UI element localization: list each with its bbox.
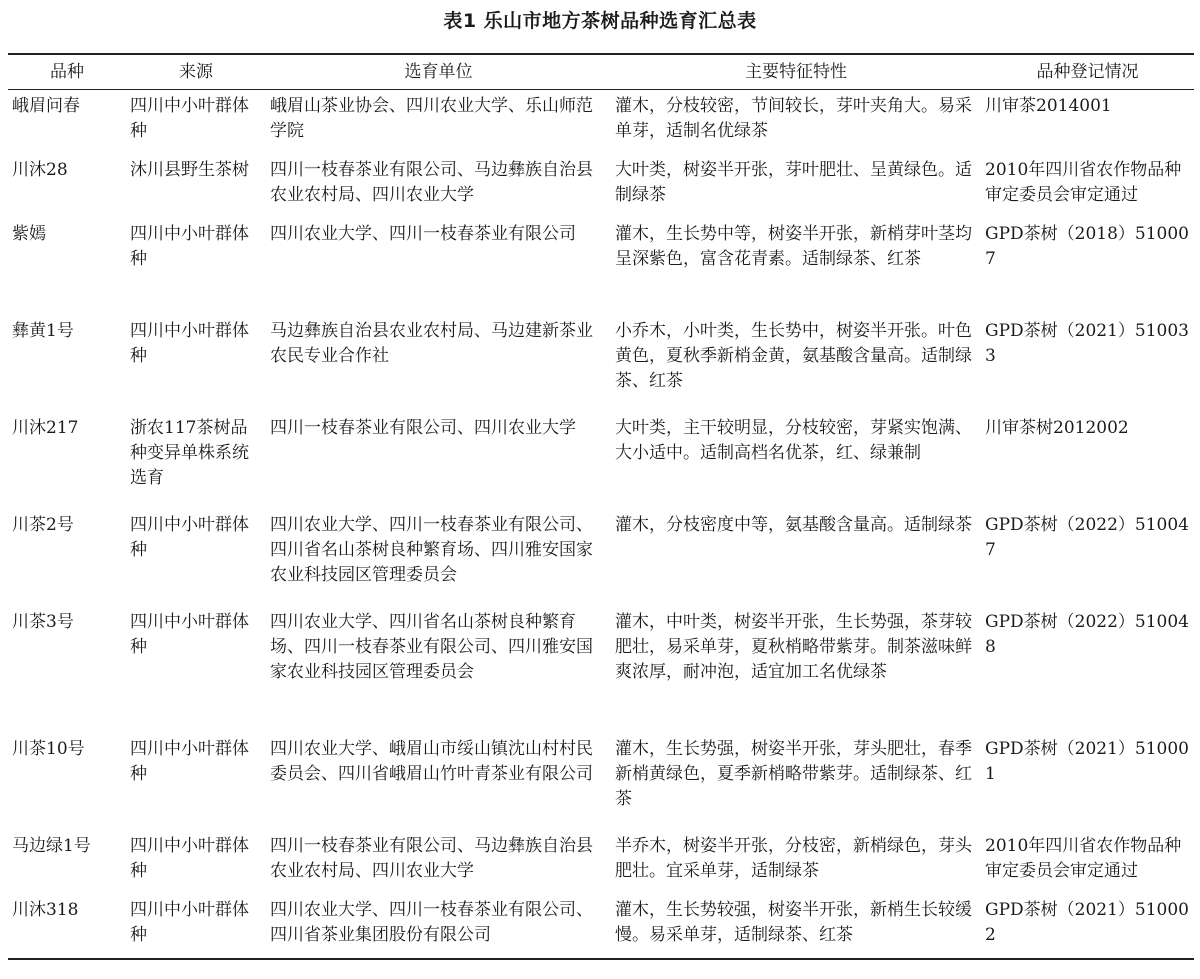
table-row — [8, 154, 1194, 218]
cell-traits: 大叶类，主干较明显，分枝较密，芽紧实饱满、大小适中。适制高档名优茶，红、绿兼制 — [615, 418, 972, 463]
table-row — [8, 830, 1194, 894]
table-row — [8, 733, 1194, 830]
header-breeder: 选育单位 — [404, 61, 473, 82]
cell-registration: 川审茶2014001 — [985, 96, 1112, 116]
cell-registration: GPD茶树（2021）510002 — [985, 900, 1189, 945]
header-variety: 品种 — [50, 61, 84, 82]
header-traits: 主要特征特性 — [745, 61, 847, 82]
cell-traits: 灌木，分枝密度中等，氨基酸含量高。适制绿茶 — [615, 515, 972, 535]
cell-source: 沐川县野生茶树 — [130, 160, 249, 180]
cell-registration: 2010年四川省农作物品种审定委员会审定通过 — [985, 160, 1182, 205]
cell-variety: 川沐28 — [12, 160, 68, 180]
cell-source: 四川中小叶群体种 — [130, 321, 249, 366]
cell-breeder: 四川农业大学、四川一枝春茶业有限公司、四川省茶业集团股份有限公司 — [270, 900, 593, 945]
cell-source: 四川中小叶群体种 — [130, 515, 249, 560]
cell-source: 四川中小叶群体种 — [130, 612, 249, 657]
cell-registration: 川审茶树2012002 — [985, 418, 1129, 438]
cell-breeder: 四川一枝春茶业有限公司、马边彝族自治县农业农村局、四川农业大学 — [270, 160, 593, 205]
cell-variety: 峨眉问春 — [12, 96, 80, 116]
cell-breeder: 四川农业大学、四川一枝春茶业有限公司 — [270, 224, 576, 244]
table-title: 表1 乐山市地方茶树品种选育汇总表 — [443, 10, 757, 32]
cell-source: 浙农117茶树品种变异单株系统选育 — [130, 418, 249, 488]
cell-traits: 小乔木，小叶类，生长势中，树姿半开张。叶色黄色，夏秋季新梢金黄，氨基酸含量高。适制绿茶、红茶 — [615, 321, 972, 391]
table-row — [8, 606, 1194, 733]
cell-variety: 川沐318 — [12, 900, 79, 920]
cell-breeder: 四川一枝春茶业有限公司、马边彝族自治县农业农村局、四川农业大学 — [270, 836, 593, 881]
tea-variety-table — [8, 53, 1194, 960]
cell-variety: 马边绿1号 — [12, 836, 91, 856]
cell-traits: 灌木，生长势较强，树姿半开张，新梢生长较缓慢。易采单芽，适制绿茶、红茶 — [615, 900, 972, 945]
cell-registration: GPD茶树（2021）510001 — [985, 739, 1189, 784]
cell-source: 四川中小叶群体种 — [130, 224, 249, 269]
cell-registration: GPD茶树（2022）510048 — [985, 612, 1189, 657]
cell-traits: 灌木，中叶类，树姿半开张，生长势强，茶芽较肥壮，易采单芽，夏秋梢略带紫芽。制茶滋味鲜爽浓厚，耐冲泡，适宜加工名优绿茶 — [615, 612, 972, 682]
cell-breeder: 四川一枝春茶业有限公司、四川农业大学 — [270, 418, 576, 438]
cell-registration: GPD茶树（2022）510047 — [985, 515, 1189, 560]
cell-variety: 川茶3号 — [12, 612, 74, 632]
cell-breeder: 马边彝族自治县农业农村局、马边建新茶业农民专业合作社 — [270, 321, 593, 366]
header-registration: 品种登记情况 — [1036, 61, 1139, 82]
cell-breeder: 四川农业大学、四川省名山茶树良种繁育场、四川一枝春茶业有限公司、四川雅安国家农业科技园区管理委员会 — [270, 612, 593, 682]
table-row — [8, 894, 1194, 959]
cell-traits: 灌木，生长势强，树姿半开张，芽头肥壮，春季新梢黄绿色，夏季新梢略带紫芽。适制绿茶、红茶 — [615, 739, 972, 809]
table-row — [8, 90, 1194, 155]
table-header-row — [8, 54, 1194, 90]
cell-variety: 川沐217 — [12, 418, 79, 438]
cell-breeder: 四川农业大学、峨眉山市绥山镇沈山村村民委员会、四川省峨眉山竹叶青茶业有限公司 — [270, 739, 593, 784]
cell-source: 四川中小叶群体种 — [130, 836, 249, 881]
cell-variety: 川茶10号 — [12, 739, 85, 759]
cell-traits: 半乔木，树姿半开张，分枝密，新梢绿色，芽头肥壮。宜采单芽，适制绿茶 — [615, 836, 972, 881]
cell-variety: 紫嫣 — [12, 224, 46, 244]
table-row — [8, 412, 1194, 509]
cell-source: 四川中小叶群体种 — [130, 96, 249, 141]
cell-breeder: 四川农业大学、四川一枝春茶业有限公司、四川省名山茶树良种繁育场、四川雅安国家农业科技园区管理委员会 — [270, 515, 593, 585]
cell-source: 四川中小叶群体种 — [130, 739, 249, 784]
table-row — [8, 315, 1194, 412]
cell-traits: 灌木，生长势中等，树姿半开张，新梢芽叶茎均呈深紫色，富含花青素。适制绿茶、红茶 — [615, 224, 972, 269]
cell-variety: 彝黄1号 — [12, 321, 74, 341]
table-row — [8, 218, 1194, 315]
cell-registration: 2010年四川省农作物品种审定委员会审定通过 — [985, 836, 1182, 881]
cell-registration: GPD茶树（2021）510033 — [985, 321, 1189, 366]
cell-source: 四川中小叶群体种 — [130, 900, 249, 945]
header-source: 来源 — [179, 61, 213, 82]
cell-breeder: 峨眉山茶业协会、四川农业大学、乐山师范学院 — [270, 96, 593, 141]
cell-registration: GPD茶树（2018）510007 — [985, 224, 1189, 269]
cell-traits: 灌木，分枝较密，节间较长，芽叶夹角大。易采单芽，适制名优绿茶 — [615, 96, 972, 141]
cell-variety: 川茶2号 — [12, 515, 74, 535]
table-row — [8, 509, 1194, 606]
cell-traits: 大叶类，树姿半开张，芽叶肥壮、呈黄绿色。适制绿茶 — [615, 160, 972, 205]
